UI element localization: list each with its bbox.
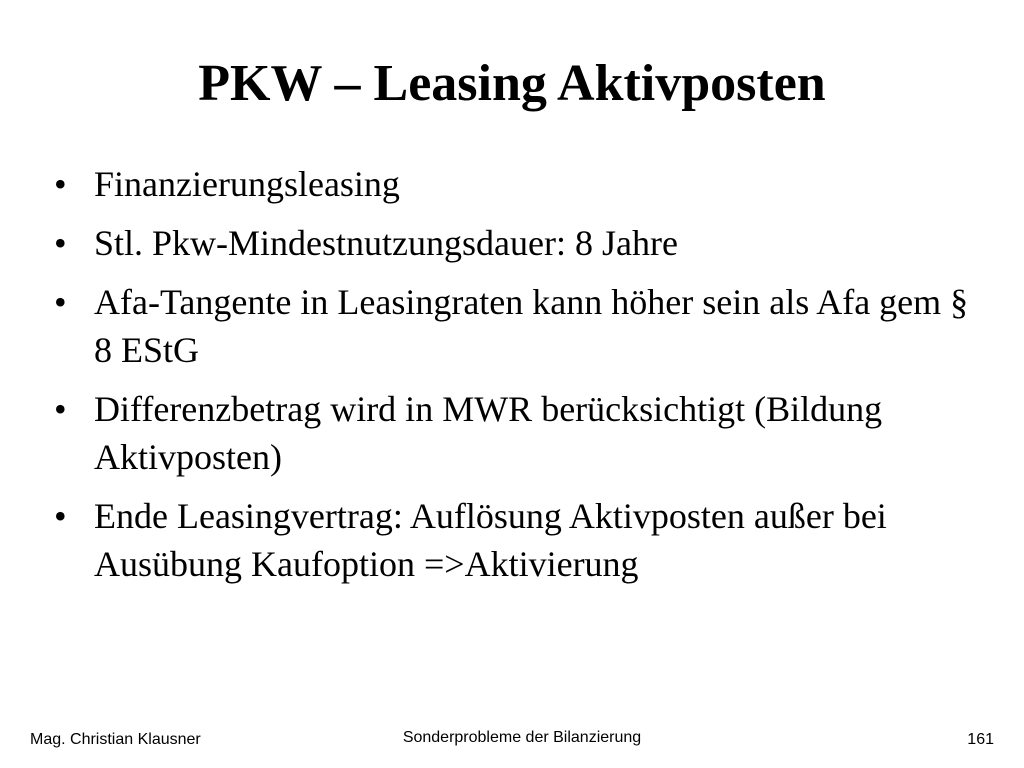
slide-title: PKW – Leasing Aktivposten <box>198 55 826 112</box>
bullet-text: Afa-Tangente in Leasingraten kann höher sein als Afa gem § 8 EStG <box>94 282 969 370</box>
bullet-marker: • <box>54 223 67 263</box>
bullet-text: Stl. Pkw-Mindestnutzungsdauer: 8 Jahre <box>94 223 678 263</box>
footer-topic: Sonderprobleme der Bilanzierung <box>402 729 642 746</box>
bullet-list <box>50 160 990 599</box>
bullet-text: Ende Leasingvertrag: Auflösung Aktivposten außer bei Ausübung Kaufoption =>Aktivierung <box>94 496 887 584</box>
bullet-item <box>50 219 990 267</box>
footer-page-number: 161 <box>967 731 994 748</box>
bullet-item <box>50 160 990 208</box>
bullet-text: Differenzbetrag wird in MWR berücksichtigt (Bildung Aktivposten) <box>94 389 883 477</box>
bullet-text: Finanzierungsleasing <box>94 164 400 204</box>
bullet-marker: • <box>54 496 67 536</box>
bullet-marker: • <box>54 389 67 429</box>
bullet-item <box>50 492 990 588</box>
bullet-item <box>50 278 990 374</box>
bullet-marker: • <box>54 164 67 204</box>
footer-author: Mag. Christian Klausner <box>30 731 201 748</box>
bullet-item <box>50 385 990 481</box>
bullet-marker: • <box>54 282 67 322</box>
